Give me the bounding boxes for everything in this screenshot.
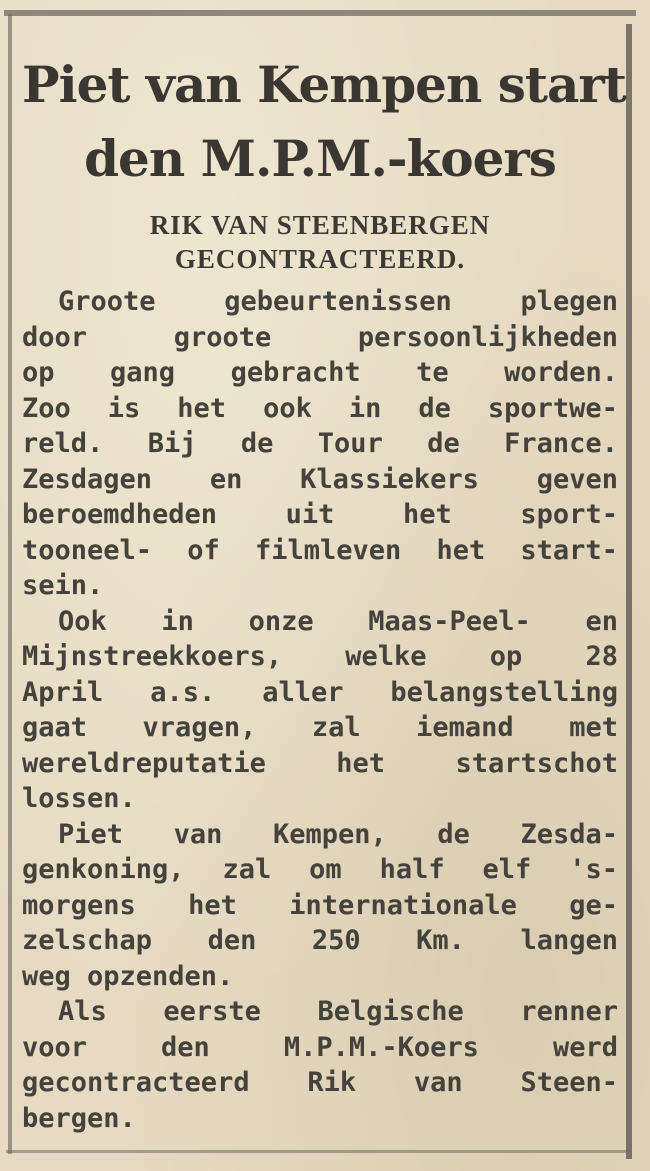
top-border-rule <box>4 10 636 16</box>
body-line: weg opzenden. <box>22 960 234 992</box>
body-line: tooneel- of filmleven het start- <box>22 534 618 566</box>
body-line: bergen. <box>22 1102 136 1134</box>
body-line: wereldreputatie het startschot <box>22 747 618 779</box>
body-line: Als eerste Belgische renner <box>58 996 618 1027</box>
paragraph-3 <box>22 817 618 995</box>
body-line: voor den M.P.M.-Koers werd <box>22 1031 618 1063</box>
body-line: Zoo is het ook in de sportwe- <box>22 392 618 424</box>
body-line: zelschap den 250 Km. langen <box>22 925 618 956</box>
left-border-rule <box>8 14 12 1154</box>
headline-line: den M.P.M.-koers <box>84 129 556 188</box>
body-line: op gang gebracht te worden. <box>22 357 618 388</box>
body-line: door groote persoonlijkheden <box>22 321 618 353</box>
body-line: sein. <box>22 570 104 601</box>
body-line: April a.s. aller belangstelling <box>22 676 618 708</box>
paragraph-1 <box>22 284 618 604</box>
body-line: genkoning, zal om half elf 's- <box>22 854 618 885</box>
body-line: reld. Bij de Tour de France. <box>22 428 618 459</box>
subheadline <box>22 208 618 276</box>
body-line: Piet van Kempen, de Zesda- <box>58 818 618 850</box>
article-body <box>22 284 618 1136</box>
paragraph-2 <box>22 604 618 817</box>
headline <box>22 48 626 196</box>
body-line: Ook in onze Maas-Peel- en <box>58 605 618 637</box>
headline-line: Piet van Kempen start <box>22 55 626 114</box>
body-line: Zesdagen en Klassiekers geven <box>22 463 618 495</box>
body-line: gecontracteerd Rik van Steen- <box>22 1067 618 1098</box>
bottom-border-rule <box>6 1150 632 1153</box>
body-line: Groote gebeurtenissen plegen <box>58 286 618 317</box>
body-line: morgens het internationale ge- <box>22 889 618 921</box>
body-line: lossen. <box>22 783 136 814</box>
subheadline-line: RIK VAN STEENBERGEN <box>149 210 491 240</box>
body-line: beroemdheden uit het sport- <box>22 499 618 530</box>
body-line: gaat vragen, zal iemand met <box>22 712 618 743</box>
article <box>22 48 626 1136</box>
paragraph-4 <box>22 994 618 1136</box>
subheadline-line: GECONTRACTEERD. <box>174 244 466 274</box>
body-line: Mijnstreekkoers, welke op 28 <box>22 641 618 672</box>
right-border-rule <box>626 24 632 1159</box>
